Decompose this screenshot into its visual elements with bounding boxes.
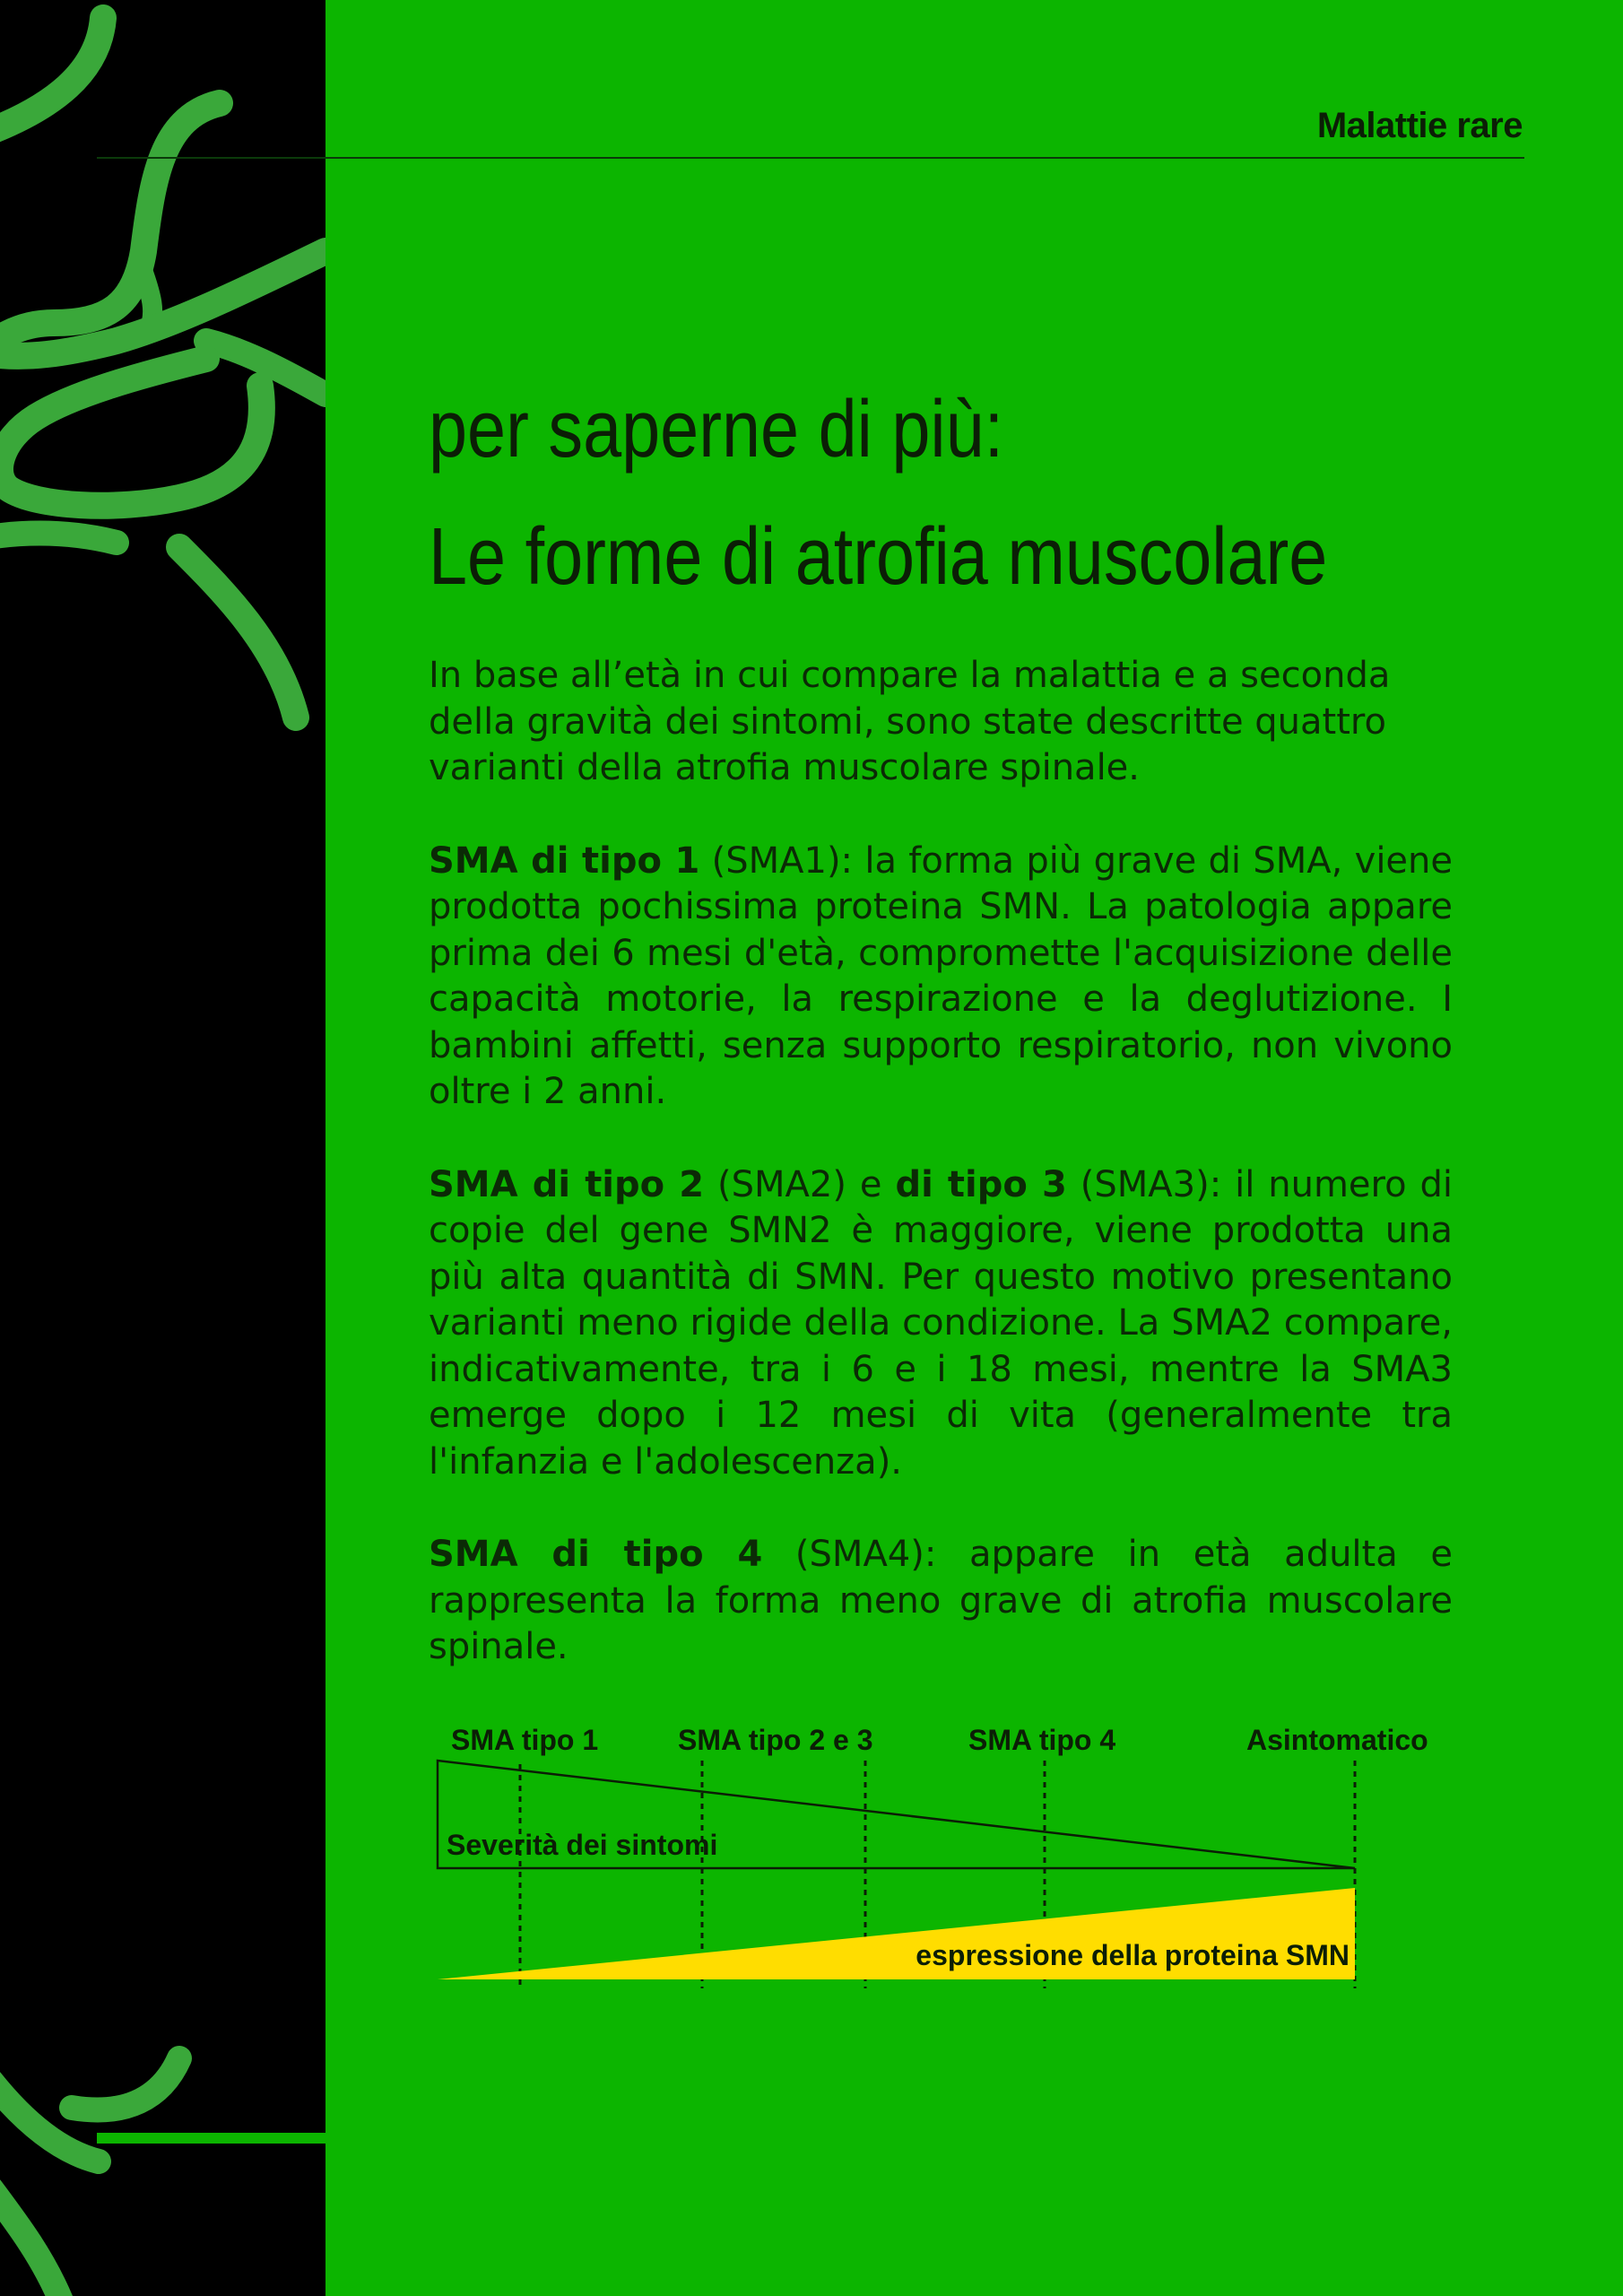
sma2-3-description: (SMA3): il numero di copie del gene SMN2 è maggiore, viene prodotta una più alta quantità di SMN. Per questo motivo presentano varianti meno rigide della condizione. La SMA2 compare, indicativamente, tra i 6 e i 18 mesi, mentre la SMA3 emerge dopo i 12 mesi di vita (generalmente tra l'infanzia e l'adolescenza). [429,1163,1454,1483]
sma1-term: SMA di tipo 1 [429,839,700,882]
ribbon-decoration-icon [0,0,325,2296]
sma3-term: di tipo 3 [895,1163,1067,1205]
intro-paragraph: In base all’età in cui compare la malattia e a seconda della gravità dei sintomi, sono state descritte quattro varianti della atrofia muscolare spinale. [429,655,1391,788]
category-label-asymptomatic: Asintomatico [1246,1724,1428,1756]
paragraph-sma1 [429,839,1453,1116]
paragraph-sma4 [429,1532,1453,1671]
decorative-sidebar [0,0,325,2296]
bottom-accent-bar [97,2133,325,2144]
section-title: Malattie rare [1316,106,1523,145]
paragraph-sma2-3 [429,1162,1453,1486]
sma4-term: SMA di tipo 4 [429,1534,763,1575]
heading-subtitle: per saperne di più: [429,385,1004,474]
category-label-sma1: SMA tipo 1 [451,1724,599,1756]
sma4-description: (SMA4): appare in età adulta e rappresenta la forma meno grave di atrofia muscolare spinale. [429,1534,1453,1667]
category-label-sma4: SMA tipo 4 [968,1724,1116,1756]
sma2-connector: (SMA2) e [704,1163,896,1205]
page-title: Le forme di atrofia muscolare [429,512,1328,602]
category-label-sma2-3: SMA tipo 2 e 3 [678,1724,873,1756]
article-body [429,653,1453,1718]
expression-label: espressione della proteina SMN [916,1939,1350,1971]
sma2-term: SMA di tipo 2 [429,1163,705,1205]
severity-label: Severità dei sintomi [447,1829,718,1861]
sma1-description: (SMA1): la forma più grave di SMA, viene prodotta pochissima proteina SMN. La patologia appare prima dei 6 mesi d'età, compromette l'acquisizione delle capacità motorie, la respirazione e la deglutizione. I bambini affetti, senza supporto respiratorio, non vivono oltre i 2 anni. [429,839,1454,1112]
sma-severity-diagram [429,1709,1460,2005]
header-rule [97,157,1524,159]
